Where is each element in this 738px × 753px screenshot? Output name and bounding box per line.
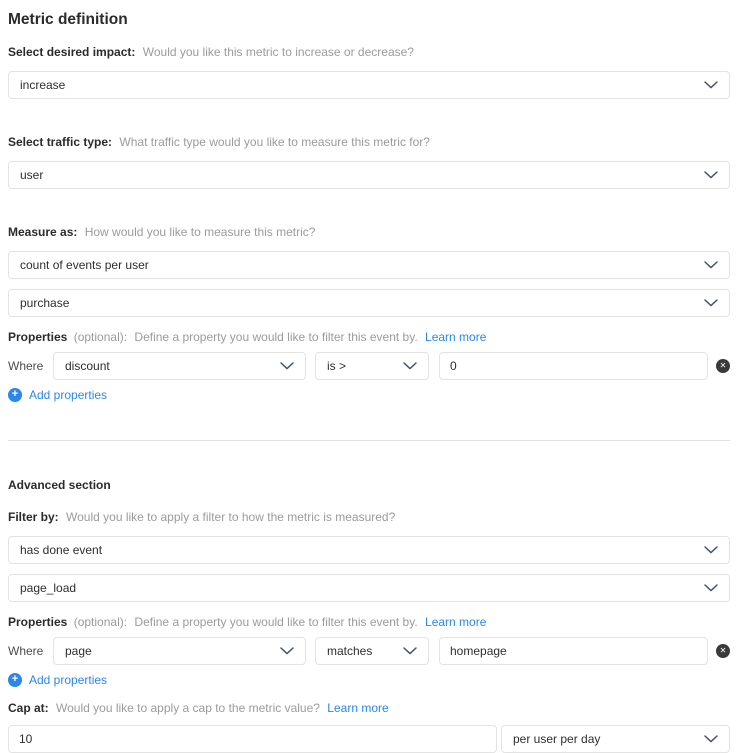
filter-property-select[interactable] <box>53 637 306 665</box>
page-title: Metric definition <box>8 11 128 28</box>
cap-row <box>8 725 730 753</box>
desired-impact-question: Would you like this metric to increase or decrease? <box>142 45 414 59</box>
traffic-type-select[interactable] <box>8 161 730 189</box>
plus-icon: + <box>8 673 22 687</box>
operator-value: is > <box>327 359 347 373</box>
learn-more-link[interactable]: Learn more <box>425 330 487 344</box>
filter-operator-select[interactable] <box>315 637 429 665</box>
chevron-down-icon <box>704 261 718 269</box>
desired-impact-value: increase <box>20 78 66 92</box>
add-properties-button[interactable] <box>8 388 107 402</box>
properties-optional: (optional): <box>73 615 128 629</box>
plus-icon: + <box>8 388 22 402</box>
filter-property-filter-row <box>8 637 730 665</box>
properties-label: Properties <box>8 615 68 629</box>
traffic-type-value: user <box>20 168 44 182</box>
filter-property-value-input[interactable] <box>439 637 708 665</box>
chevron-down-icon <box>403 647 417 655</box>
chevron-down-icon <box>280 647 294 655</box>
add-properties-label: Add properties <box>29 673 108 687</box>
chevron-down-icon <box>704 584 718 592</box>
add-properties-label: Add properties <box>29 388 108 402</box>
measure-as-question: How would you like to measure this metric? <box>84 225 316 239</box>
desired-impact-select[interactable] <box>8 71 730 99</box>
filter-property-value: page <box>65 644 92 658</box>
filter-event-value: page_load <box>20 581 77 595</box>
where-label: Where <box>8 644 44 658</box>
filter-by-label-row <box>8 510 730 524</box>
cap-at-label: Cap at: <box>8 701 49 715</box>
filter-by-value: has done event <box>20 543 103 557</box>
desired-impact-label-row <box>8 45 730 59</box>
chevron-down-icon <box>403 362 417 370</box>
desired-impact-label: Select desired impact: <box>8 45 136 59</box>
where-label: Where <box>8 359 44 373</box>
cap-at-label-row <box>8 701 730 715</box>
measure-as-select[interactable] <box>8 251 730 279</box>
cap-unit-value: per user per day <box>513 732 601 746</box>
traffic-type-label-row <box>8 135 730 149</box>
traffic-type-label: Select traffic type: <box>8 135 113 149</box>
filter-by-label: Filter by: <box>8 510 59 524</box>
property-select[interactable] <box>53 352 306 380</box>
filter-properties-label-row <box>8 615 730 629</box>
measure-event-select[interactable] <box>8 289 730 317</box>
learn-more-link[interactable]: Learn more <box>327 701 389 715</box>
chevron-down-icon <box>704 546 718 554</box>
properties-optional: (optional): <box>73 330 128 344</box>
filter-operator-value: matches <box>327 644 373 658</box>
properties-label: Properties <box>8 330 68 344</box>
event-properties-label-row <box>8 330 730 344</box>
measure-as-value: count of events per user <box>20 258 149 272</box>
remove-property-button close-icon[interactable]: ✕ <box>716 359 730 373</box>
property-value-input[interactable] <box>439 352 708 380</box>
filter-by-select[interactable] <box>8 536 730 564</box>
filter-event-select[interactable] <box>8 574 730 602</box>
operator-select[interactable] <box>315 352 429 380</box>
learn-more-link[interactable]: Learn more <box>425 615 487 629</box>
cap-at-question: Would you like to apply a cap to the metric value? <box>56 701 320 715</box>
properties-description: Define a property you would like to filter this event by. <box>134 330 418 344</box>
chevron-down-icon <box>704 81 718 89</box>
remove-property-button close-icon[interactable]: ✕ <box>716 644 730 658</box>
measure-as-label: Measure as: <box>8 225 78 239</box>
measure-event-value: purchase <box>20 296 70 310</box>
event-property-filter-row <box>8 352 730 380</box>
property-value: discount <box>65 359 110 373</box>
chevron-down-icon <box>704 171 718 179</box>
measure-as-label-row <box>8 225 730 239</box>
filter-by-question: Would you like to apply a filter to how the metric is measured? <box>66 510 396 524</box>
properties-description: Define a property you would like to filter this event by. <box>134 615 418 629</box>
add-properties-button[interactable] <box>8 673 107 687</box>
cap-value-input[interactable] <box>8 725 497 753</box>
chevron-down-icon <box>280 362 294 370</box>
section-divider <box>8 440 730 441</box>
chevron-down-icon <box>704 299 718 307</box>
traffic-type-question: What traffic type would you like to measure this metric for? <box>119 135 430 149</box>
advanced-section-heading: Advanced section <box>8 478 111 492</box>
cap-unit-select[interactable] <box>501 725 730 753</box>
chevron-down-icon <box>704 735 718 743</box>
